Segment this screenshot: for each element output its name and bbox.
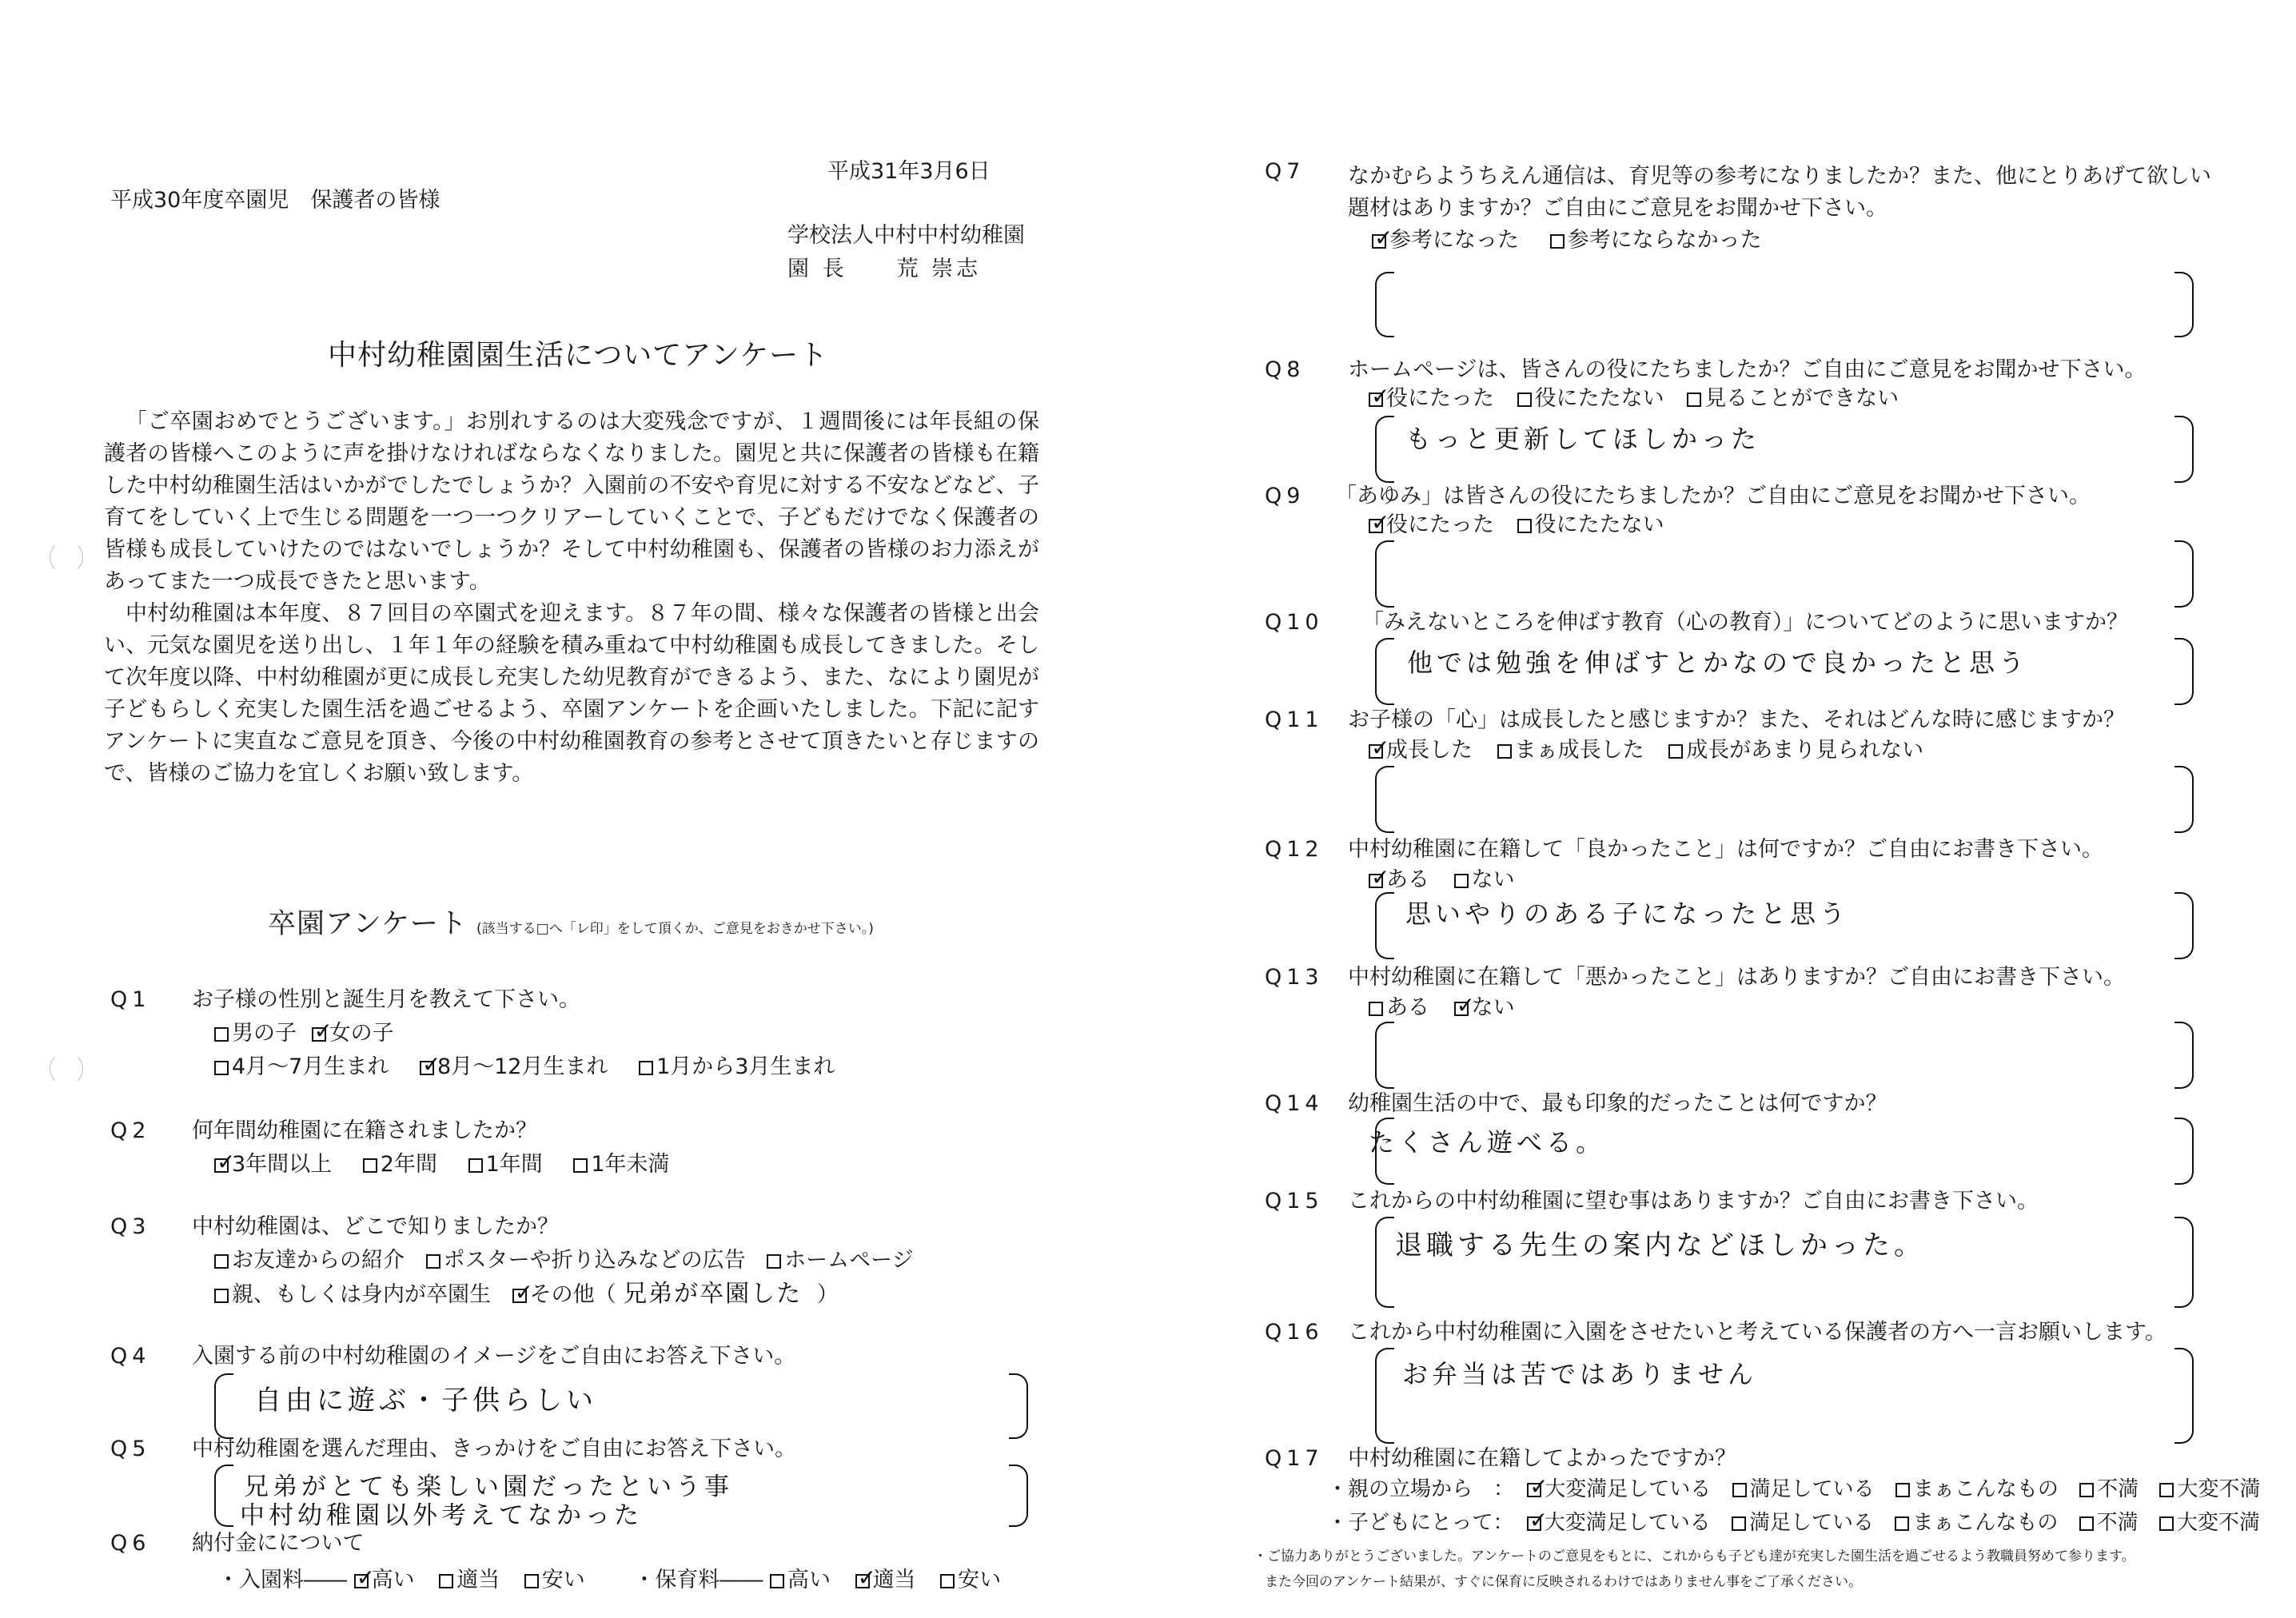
q9-bracket-left: [1375, 540, 1394, 608]
checkbox-icon[interactable]: [439, 1574, 453, 1588]
q6-tuition-high[interactable]: 高い: [770, 1568, 831, 1592]
q17-parent-opt-very-unsatisfied[interactable]: 大変不満: [2159, 1477, 2260, 1501]
q3-opt-family[interactable]: 親、もしくは身内が卒園生: [214, 1282, 491, 1307]
checkbox-icon[interactable]: [2159, 1516, 2174, 1531]
q14-answer[interactable]: たくさん遊べる。: [1369, 1127, 1606, 1158]
q14-text: 幼稚園生活の中で、最も印象的だったことは何ですか？: [1348, 1091, 1887, 1116]
q4-text: 入園する前の中村幼稚園のイメージをご自由にお答え下さい。: [192, 1344, 796, 1369]
q12-opt-no[interactable]: ない: [1454, 867, 1515, 892]
q17-child-opt-very-unsatisfied[interactable]: 大変不満: [2159, 1511, 2260, 1535]
q12-bracket-left: [1375, 892, 1394, 959]
q16-number: Q16: [1265, 1320, 1324, 1345]
q6-entrance-fair[interactable]: 適当: [439, 1568, 500, 1592]
q2-opt-1y[interactable]: 1年間: [468, 1152, 543, 1177]
q15-number: Q15: [1265, 1189, 1324, 1214]
q11-number: Q11: [1265, 707, 1324, 732]
q5-bracket-left: [214, 1465, 233, 1527]
q9-number: Q9: [1265, 484, 1305, 508]
q2-opt-2y[interactable]: 2年間: [363, 1152, 437, 1177]
header-org: 学校法人中村中村幼稚園: [787, 223, 1025, 248]
q7-opt-helpful[interactable]: ✓参考になった: [1372, 228, 1519, 253]
checkbox-icon[interactable]: [468, 1158, 483, 1173]
q12-options: [1369, 867, 1539, 894]
q6-number: Q6: [110, 1531, 151, 1556]
checkbox-icon[interactable]: [214, 1061, 229, 1075]
q8-bracket-right: [2174, 416, 2194, 483]
q14-bracket-right: [2174, 1118, 2194, 1185]
checkbox-icon[interactable]: [1895, 1516, 1909, 1531]
q16-bracket-left: [1375, 1348, 1394, 1444]
q12-bracket-right: [2174, 892, 2194, 959]
q10-text: 「みえないところを伸ばす教育（心の教育）」についてどのように思いますか？: [1362, 610, 2128, 635]
checkbox-icon[interactable]: [1517, 519, 1532, 533]
q12-opt-yes[interactable]: ✓ある: [1369, 867, 1429, 892]
q15-answer[interactable]: 退職する先生の案内などほしかった。: [1395, 1229, 1925, 1261]
q3-options-1: [214, 1247, 938, 1274]
q17-child-opt-so-so[interactable]: まぁこんなもの: [1895, 1511, 2058, 1535]
q5-number: Q5: [110, 1437, 151, 1461]
q5-answer-line2[interactable]: 中村幼稚園以外考えてなかった: [240, 1501, 643, 1530]
q2-options: [214, 1151, 694, 1178]
checkbox-icon[interactable]: [214, 1289, 229, 1303]
q13-bracket-left: [1375, 1022, 1394, 1089]
q1-text: お子様の性別と誕生月を教えて下さい。: [192, 987, 580, 1012]
checkbox-checked-icon[interactable]: [354, 1574, 369, 1588]
q1-opt-male[interactable]: 男の子: [214, 1021, 297, 1046]
q15-text: これからの中村幼稚園に望む事はありますか？ご自由にお書き下さい。: [1348, 1189, 2039, 1214]
q12-number: Q12: [1265, 837, 1324, 862]
punch-hole-mark: [50, 1052, 83, 1086]
q17-child-row: [1327, 1509, 2260, 1536]
q8-opt-useful[interactable]: ✓役にたった: [1369, 386, 1494, 411]
checkbox-icon[interactable]: [1369, 1002, 1383, 1016]
checkbox-checked-icon[interactable]: [420, 1061, 434, 1075]
survey-note: (該当する□へ「レ印」をして頂くか、ご意見をおきかせ下さい。): [476, 921, 874, 937]
q5-text: 中村幼稚園を選んだ理由、きっかけをご自由にお答え下さい。: [192, 1437, 796, 1461]
q3-opt-friend[interactable]: お友達からの紹介: [214, 1248, 405, 1273]
checkbox-checked-icon[interactable]: [1527, 1516, 1541, 1531]
q1-opt-aug-dec[interactable]: ✓ 8月～12月生まれ: [420, 1054, 608, 1079]
checkbox-icon[interactable]: [1517, 393, 1532, 407]
q10-bracket-right: [2174, 638, 2194, 705]
q11-opt-not-much[interactable]: 成長があまり見られない: [1668, 738, 1923, 763]
checkbox-checked-icon[interactable]: [1369, 744, 1383, 759]
q17-parent-opt-satisfied[interactable]: 満足している: [1732, 1477, 1875, 1501]
q8-opt-cannot-view[interactable]: 見ることができない: [1687, 386, 1899, 411]
checkbox-icon[interactable]: [2159, 1483, 2174, 1497]
checkbox-icon[interactable]: [524, 1574, 539, 1588]
q7-text-line1: なかむらようちえん通信は、育児等の参考になりましたか？また、他にとりあげて欲しい: [1348, 164, 2211, 189]
q17-child-opt-very-satisfied[interactable]: ✓ 大変満足している: [1527, 1511, 1711, 1535]
checkbox-checked-icon[interactable]: [1454, 1002, 1469, 1016]
q1-options-month: [214, 1054, 859, 1081]
q4-answer[interactable]: 自由に遊ぶ・子供らしい: [254, 1385, 597, 1417]
q6-tuition-low[interactable]: 安い: [940, 1568, 1001, 1592]
q9-bracket-right: [2174, 540, 2194, 608]
q11-options: [1369, 737, 1947, 764]
q3-other-answer[interactable]: 兄弟が卒園した: [623, 1280, 803, 1308]
checkbox-icon[interactable]: [1732, 1483, 1747, 1497]
q2-opt-3y[interactable]: ✓3年間以上: [214, 1152, 332, 1177]
q5-answer-line1[interactable]: 兄弟がとても楽しい園だったという事: [244, 1473, 733, 1501]
checkbox-icon[interactable]: [2079, 1483, 2094, 1497]
q17-text: 中村幼稚園に在籍してよかったですか？: [1348, 1446, 1736, 1471]
q6-text: 納付金にについて: [192, 1531, 365, 1556]
checkbox-icon[interactable]: [770, 1574, 784, 1588]
q13-bracket-right: [2174, 1022, 2194, 1089]
q1-options-gender: [214, 1020, 418, 1047]
intro-paragraph-1: 「ご卒園おめでとうございます。」お別れするのは大変残念ですが、１週間後には年長組の保護者の皆様へこのように声を掛けなければならなくなりました。園児と共に保護者の皆様も在籍した中村幼稚園生活はいかがでしたでしょうか？入園前の不安や育児に対する不安などなど、子育てをしていく上で生じる問題を一つ一つクリアーしていくことで、子どもだけでなく保護者の皆様も成長していけたのではないでしょうか？そして中村幼稚園も、保護者の皆様のお力添えがあってまた一つ成長できたと思います。: [104, 409, 1039, 594]
q5-bracket-right: [1009, 1465, 1028, 1527]
q17-number: Q17: [1265, 1446, 1324, 1471]
q3-text: 中村幼稚園は、どこで知りましたか？: [192, 1214, 559, 1239]
q1-opt-apr-jul[interactable]: 4月～7月生まれ: [214, 1054, 389, 1079]
q1-opt-female[interactable]: ✓ 女の子: [312, 1021, 394, 1046]
q15-bracket-right: [2174, 1217, 2194, 1308]
q7-options: [1372, 227, 1786, 254]
checkbox-checked-icon[interactable]: [512, 1289, 527, 1303]
q2-opt-under1y[interactable]: 1年未満: [573, 1152, 669, 1177]
q10-answer[interactable]: 他では勉強を伸ばすとかなので良かったと思う: [1407, 648, 2029, 678]
checkbox-checked-icon[interactable]: [1369, 874, 1383, 888]
header-principal: 園 長 荒 崇志: [787, 257, 982, 281]
header-addressee: 平成30年度卒園児 保護者の皆様: [110, 188, 440, 213]
intro-text: [104, 406, 1039, 790]
checkbox-icon[interactable]: [1497, 744, 1512, 759]
q13-text: 中村幼稚園に在籍して「悪かったこと」はありますか？ご自由にお書き下さい。: [1348, 965, 2125, 990]
q12-text: 中村幼稚園に在籍して「良かったこと」は何ですか？ご自由にお書き下さい。: [1348, 837, 2103, 862]
q8-opt-not-useful[interactable]: 役にたたない: [1517, 386, 1664, 411]
q11-opt-grew[interactable]: ✓成長した: [1369, 738, 1473, 763]
q13-options: [1369, 994, 1539, 1022]
q6-tuition-fair[interactable]: ✓ 適当: [855, 1568, 916, 1592]
q9-options: [1369, 512, 1688, 539]
checkbox-icon[interactable]: [2079, 1516, 2094, 1531]
q17-parent-label: ・親の立場から ：: [1327, 1477, 1515, 1501]
q2-number: Q2: [110, 1118, 151, 1143]
q3-options-2: [214, 1281, 839, 1309]
q8-bracket-left: [1375, 416, 1394, 483]
q6-entrance-label: ・入園料――: [217, 1568, 347, 1592]
q12-answer[interactable]: 思いやりのある子になったと思う: [1405, 899, 1850, 929]
checkbox-checked-icon[interactable]: [1369, 393, 1383, 407]
q11-bracket-right: [2174, 766, 2194, 833]
q1-number: Q1: [110, 987, 151, 1012]
q11-bracket-left: [1375, 766, 1394, 833]
checkbox-icon[interactable]: [573, 1158, 588, 1173]
survey-title: 卒園アンケート: [268, 908, 468, 940]
q9-opt-useful[interactable]: ✓役にたった: [1369, 512, 1494, 537]
q4-bracket-left: [214, 1373, 233, 1439]
q3-opt-other[interactable]: ✓ その他（: [512, 1282, 616, 1307]
q9-text: 「あゆみ」は皆さんの役にたちましたか？ご自由にご意見をお聞かせ下さい。: [1335, 484, 2091, 508]
survey-heading: [268, 902, 874, 942]
checkbox-icon[interactable]: [639, 1061, 653, 1075]
q17-parent-opt-so-so[interactable]: まぁこんなもの: [1895, 1477, 2059, 1501]
q17-parent-opt-unsatisfied[interactable]: 不満: [2079, 1477, 2139, 1501]
q17-parent-row: [1327, 1476, 2260, 1503]
checkbox-checked-icon[interactable]: [312, 1027, 326, 1042]
checkbox-icon[interactable]: [1668, 744, 1683, 759]
q17-child-opt-satisfied[interactable]: 満足している: [1732, 1511, 1874, 1535]
checkbox-icon[interactable]: [1550, 234, 1565, 249]
q11-text: お子様の「心」は成長したと感じますか？また、それはどんな時に感じますか？: [1348, 707, 2125, 732]
checkbox-checked-icon[interactable]: [1369, 519, 1383, 533]
q17-child-opt-unsatisfied[interactable]: 不満: [2079, 1511, 2139, 1535]
checkbox-icon[interactable]: [426, 1254, 440, 1269]
checkbox-icon[interactable]: [214, 1254, 229, 1269]
checkbox-icon[interactable]: [767, 1254, 781, 1269]
checkbox-icon[interactable]: [1687, 393, 1701, 407]
q9-opt-not-useful[interactable]: 役にたたない: [1517, 512, 1664, 537]
q13-number: Q13: [1265, 965, 1324, 990]
q17-child-label: ・子どもにとって：: [1327, 1511, 1514, 1535]
q13-opt-no[interactable]: ✓ ない: [1454, 995, 1515, 1020]
q16-text: これから中村幼稚園に入園をさせたいと考えている保護者の方へ一言お願いします。: [1348, 1320, 2166, 1345]
q6-entrance-high[interactable]: ✓ 高い: [354, 1568, 415, 1592]
q8-text: ホームページは、皆さんの役にたちましたか？ご自由にご意見をお聞かせ下さい。: [1348, 357, 2147, 382]
checkbox-icon[interactable]: [1732, 1516, 1746, 1531]
q10-number: Q10: [1265, 610, 1324, 635]
q17-parent-opt-very-satisfied[interactable]: ✓ 大変満足している: [1527, 1477, 1711, 1501]
footer-line-2: また今回のアンケート結果が、すぐに保育に反映されるわけではありません事をご了承ください。: [1265, 1574, 1862, 1590]
q3-opt-ad[interactable]: ポスターや折り込みなどの広告: [426, 1248, 746, 1273]
q4-bracket-right: [1009, 1373, 1028, 1439]
q11-opt-somewhat[interactable]: まぁ成長した: [1497, 738, 1644, 763]
q7-bracket-left: [1375, 272, 1394, 337]
q15-bracket-left: [1375, 1217, 1394, 1308]
intro-paragraph-2: 中村幼稚園は本年度、８７回目の卒園式を迎えます。８７年の間、様々な保護者の皆様と出会い、元気な園児を送り出し、１年１年の経験を積み重ねて中村幼稚園も成長してきました。そして次年度以降、中村幼稚園が更に成長し充実した幼児教育ができるよう、また、なにより園児が子どもらしく充実した園生活を過ごせるよう、卒園アンケートを企画いたしました。下記に記すアンケートに実直なご意見を頂き、今後の中村幼稚園教育の参考とさせて頂きたいと存じますので、皆様のご協力を宜しくお願い致します。: [104, 601, 1039, 786]
q1-opt-jan-mar[interactable]: 1月から3月生まれ: [639, 1054, 835, 1079]
q8-number: Q8: [1265, 357, 1305, 382]
checkbox-icon[interactable]: [940, 1574, 955, 1588]
q7-number: Q7: [1265, 159, 1305, 184]
checkbox-icon[interactable]: [1895, 1483, 1910, 1497]
footer-line-1: ・ご協力ありがとうございました。アンケートのご意見をもとに、これからも子ども達が充実した園生活を過ごせるよう教職員努めて参ります。: [1254, 1548, 2135, 1564]
q8-answer[interactable]: もっと更新してほしかった: [1405, 424, 1761, 454]
q7-bracket-right: [2174, 272, 2194, 337]
q13-opt-yes[interactable]: ある: [1369, 995, 1429, 1020]
q7-opt-not-helpful[interactable]: 参考にならなかった: [1550, 228, 1762, 253]
checkbox-icon[interactable]: [363, 1158, 377, 1173]
checkbox-icon[interactable]: [1454, 874, 1469, 888]
q2-text: 何年間幼稚園に在籍されましたか？: [192, 1118, 537, 1143]
page-title: 中村幼稚園園生活についてアンケート: [328, 339, 829, 372]
q6-entrance-low[interactable]: 安い: [524, 1568, 585, 1592]
q8-options: [1369, 385, 1923, 412]
q6-tuition-label: ・保育料――: [633, 1568, 763, 1592]
checkbox-icon[interactable]: [214, 1027, 229, 1042]
q7-text-line2: 題材はありますか？ご自由にご意見をお聞かせ下さい。: [1348, 196, 1887, 221]
checkbox-checked-icon[interactable]: [1527, 1483, 1541, 1497]
q16-bracket-right: [2174, 1348, 2194, 1444]
header-date: 平成31年3月6日: [827, 159, 991, 184]
checkbox-checked-icon[interactable]: [214, 1158, 229, 1173]
checkbox-checked-icon[interactable]: [855, 1574, 870, 1588]
q4-number: Q4: [110, 1344, 151, 1369]
q16-answer[interactable]: お弁当は苦ではありません: [1402, 1359, 1758, 1389]
q3-opt-homepage[interactable]: ホームページ: [767, 1248, 913, 1273]
q10-bracket-left: [1375, 638, 1394, 705]
q6-options: [217, 1567, 1025, 1594]
q3-close-paren: ）: [816, 1282, 839, 1307]
q3-number: Q3: [110, 1214, 151, 1239]
q14-number: Q14: [1265, 1091, 1324, 1116]
punch-hole-mark: [50, 540, 83, 574]
checkbox-checked-icon[interactable]: [1372, 234, 1386, 249]
